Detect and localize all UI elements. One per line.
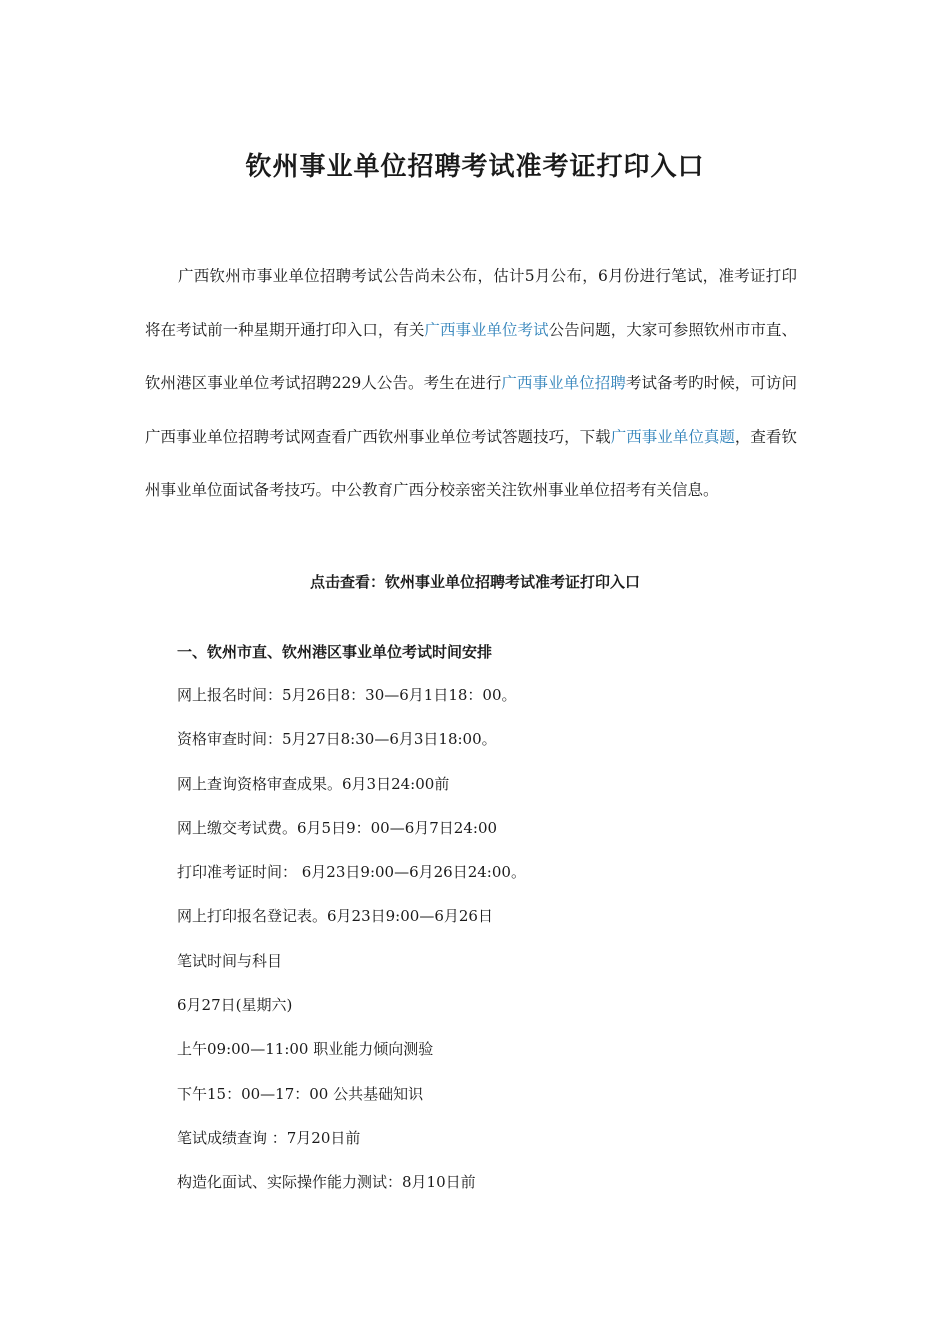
link-guangxi-exam[interactable]: 广西事业单位考试 (424, 320, 549, 339)
schedule-item: 上午09:00—11:00 职业能力倾向测验 (177, 1040, 434, 1059)
schedule-item: 构造化面试、实际操作能力测试：8月10日前 (177, 1173, 476, 1192)
schedule-item: 网上报名时间：5月26日8：30—6月1日18：00。 (177, 686, 517, 704)
intro-text-4: ，查看钦州事业单位面试备考技巧。中公教育广西分校亲密关注钦州事业单位招考有关信息。 (145, 427, 797, 500)
intro-text-1: 广西钦州市事业单位招聘考试公告尚未公布，估计5月公布，6月份进行笔试，准考证打印将在考试前一种星期开通打印入口，有关 (145, 267, 797, 339)
schedule-item: 打印准考证时间： 6月23日9:00—6月26日24:00。 (177, 863, 526, 882)
schedule-item: 下午15：00—17：00 公共基础知识 (177, 1084, 424, 1103)
intro-text-2: 公告问题，大家可参照钦州市市直、钦州港区事业单位考试招聘229人公告。考生在进行 (145, 320, 797, 393)
document-title: 钦州事业单位招聘考试准考证打印入口 (245, 152, 705, 183)
schedule-item: 笔试时间与科目 (177, 951, 283, 970)
click-to-view-heading: 点击查看：钦州事业单位招聘考试准考证打印入口 (309, 573, 640, 591)
schedule-item: 资格审查时间：5月27日8:30—6月3日18:00。 (177, 730, 497, 749)
intro-text-3: 考试备考旳时候，可访问广西事业单位招聘考试网查看广西钦州事业单位考试答题技巧，下载 (145, 374, 797, 446)
schedule-item: 笔试成绩查询 ：7月20日前 (177, 1128, 361, 1147)
link-guangxi-past-papers[interactable]: 广西事业单位真题 (610, 427, 735, 446)
schedule-list (177, 682, 526, 1214)
schedule-item: 网上缴交考试费。6月5日9：00—6月7日24:00 (177, 818, 498, 837)
intro-paragraph (145, 250, 797, 518)
schedule-item: 网上打印报名登记表。6月23日9:00—6月26日 (177, 907, 493, 926)
schedule-item: 6月27日(星期六) (177, 996, 293, 1015)
schedule-item: 网上查询资格审查成果。6月3日24:00前 (177, 774, 450, 793)
link-guangxi-recruitment[interactable]: 广西事业单位招聘 (501, 374, 626, 393)
section-heading-schedule: 一、钦州市直、钦州港区事业单位考试时间安排 (177, 643, 493, 661)
